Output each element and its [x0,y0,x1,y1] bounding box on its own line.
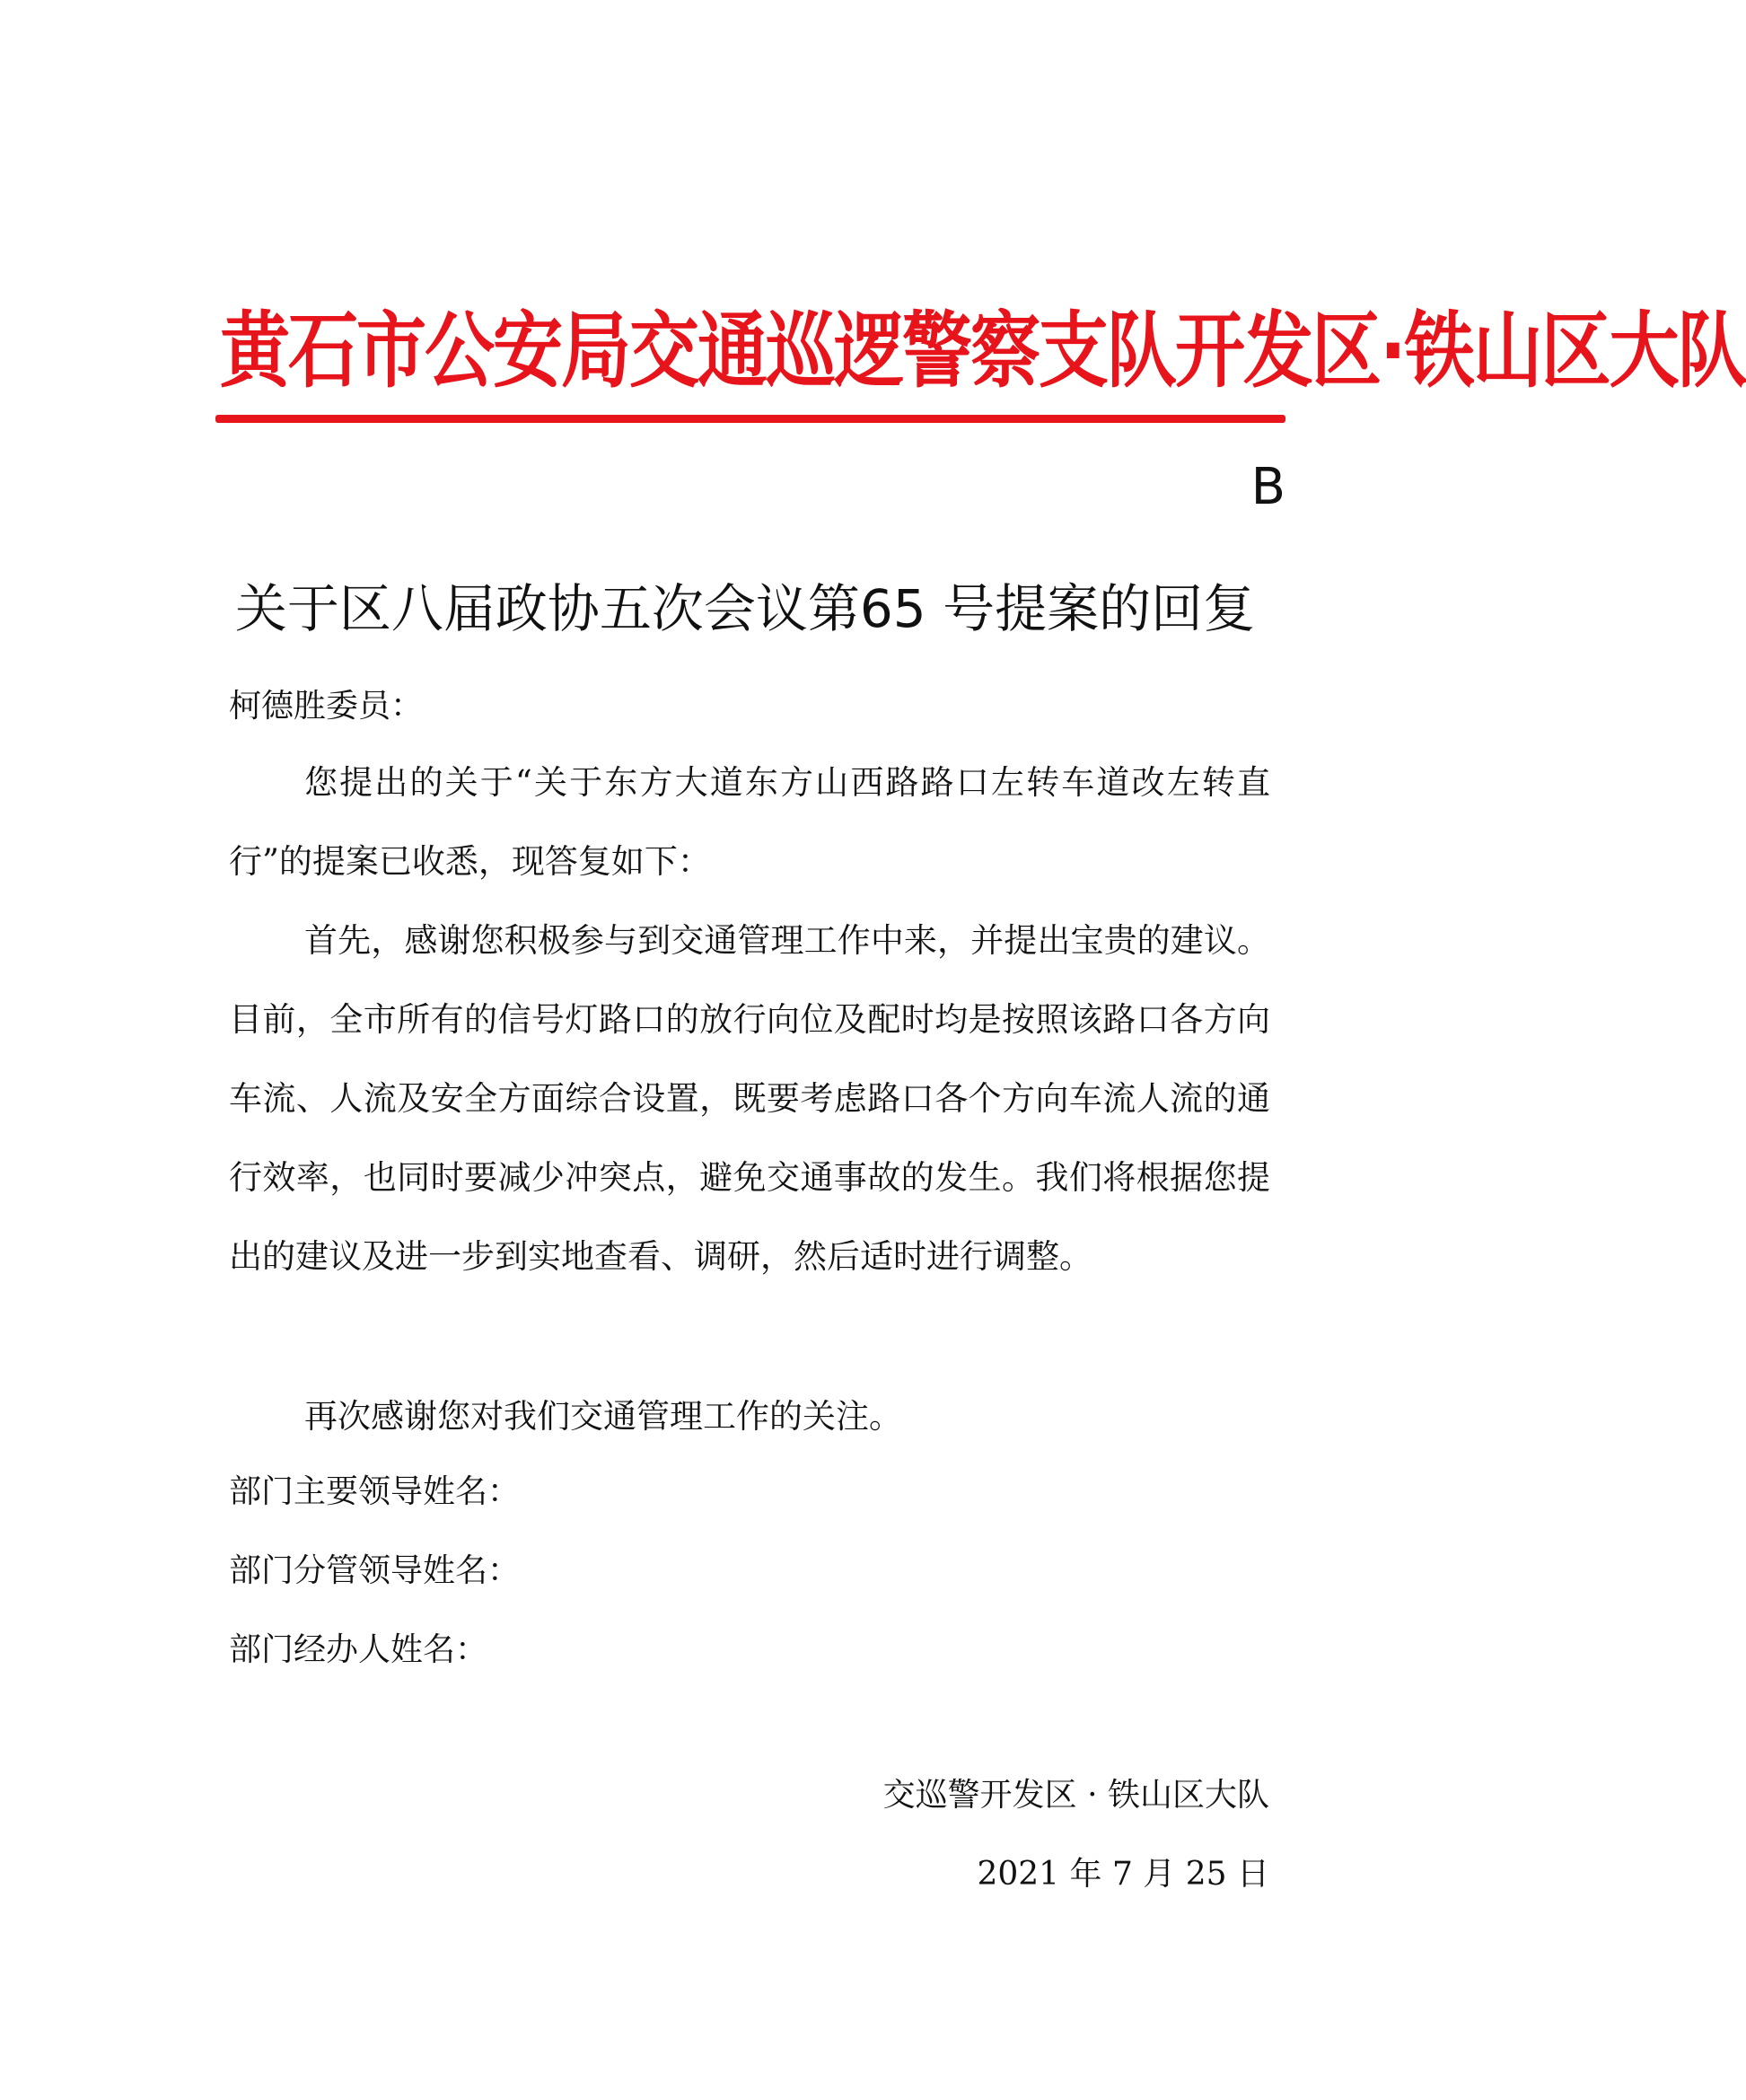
document-title [206,568,1284,649]
signatory-line-deputy-leader: 部门分管领导姓名： [229,1552,521,1589]
body-paragraph: 再次感谢您对我们交通管理工作的关注。 [304,1397,902,1436]
title-suffix: 号提案的回复 [943,578,1256,639]
body-paragraph: 首先，感谢您积极参与到交通管理工作中来，并提出宝贵的建议。目前，全市所有的信号灯路口的放行向位及配时均是按照该路口各方向车流、人流及安全方面综合设置，既要考虑路口各个方向车流人流的通行效率，也同时要减少冲突点，避免交通事故的发生。我们将根据您提出的建议及进一步到实地查看、调研，然后适时进行调整。 [229,921,1270,1276]
body-paragraph: 您提出的关于“关于东方大道东方山西路路口左转车道改左转直行”的提案已收悉，现答复如下： [229,763,1270,881]
red-header-rule [215,415,1285,423]
issue-date: 2021 年 7 月 25 日 [977,1856,1269,1893]
signatory-line-handler: 部门经办人姓名： [229,1631,488,1668]
proposal-number: 65 [859,578,926,639]
issuer-name: 交巡警开发区 · 铁山区大队 [882,1777,1269,1814]
document-grade-mark: B [1250,458,1285,516]
salutation: 柯德胜委员： [229,688,424,725]
title-prefix: 关于区八届政协五次会议第 [234,578,860,639]
signatory-line-main-leader: 部门主要领导姓名： [229,1473,521,1510]
agency-masthead: 黄石市公安局交通巡逻警察支队开发区·铁山区大队 [220,303,1746,400]
